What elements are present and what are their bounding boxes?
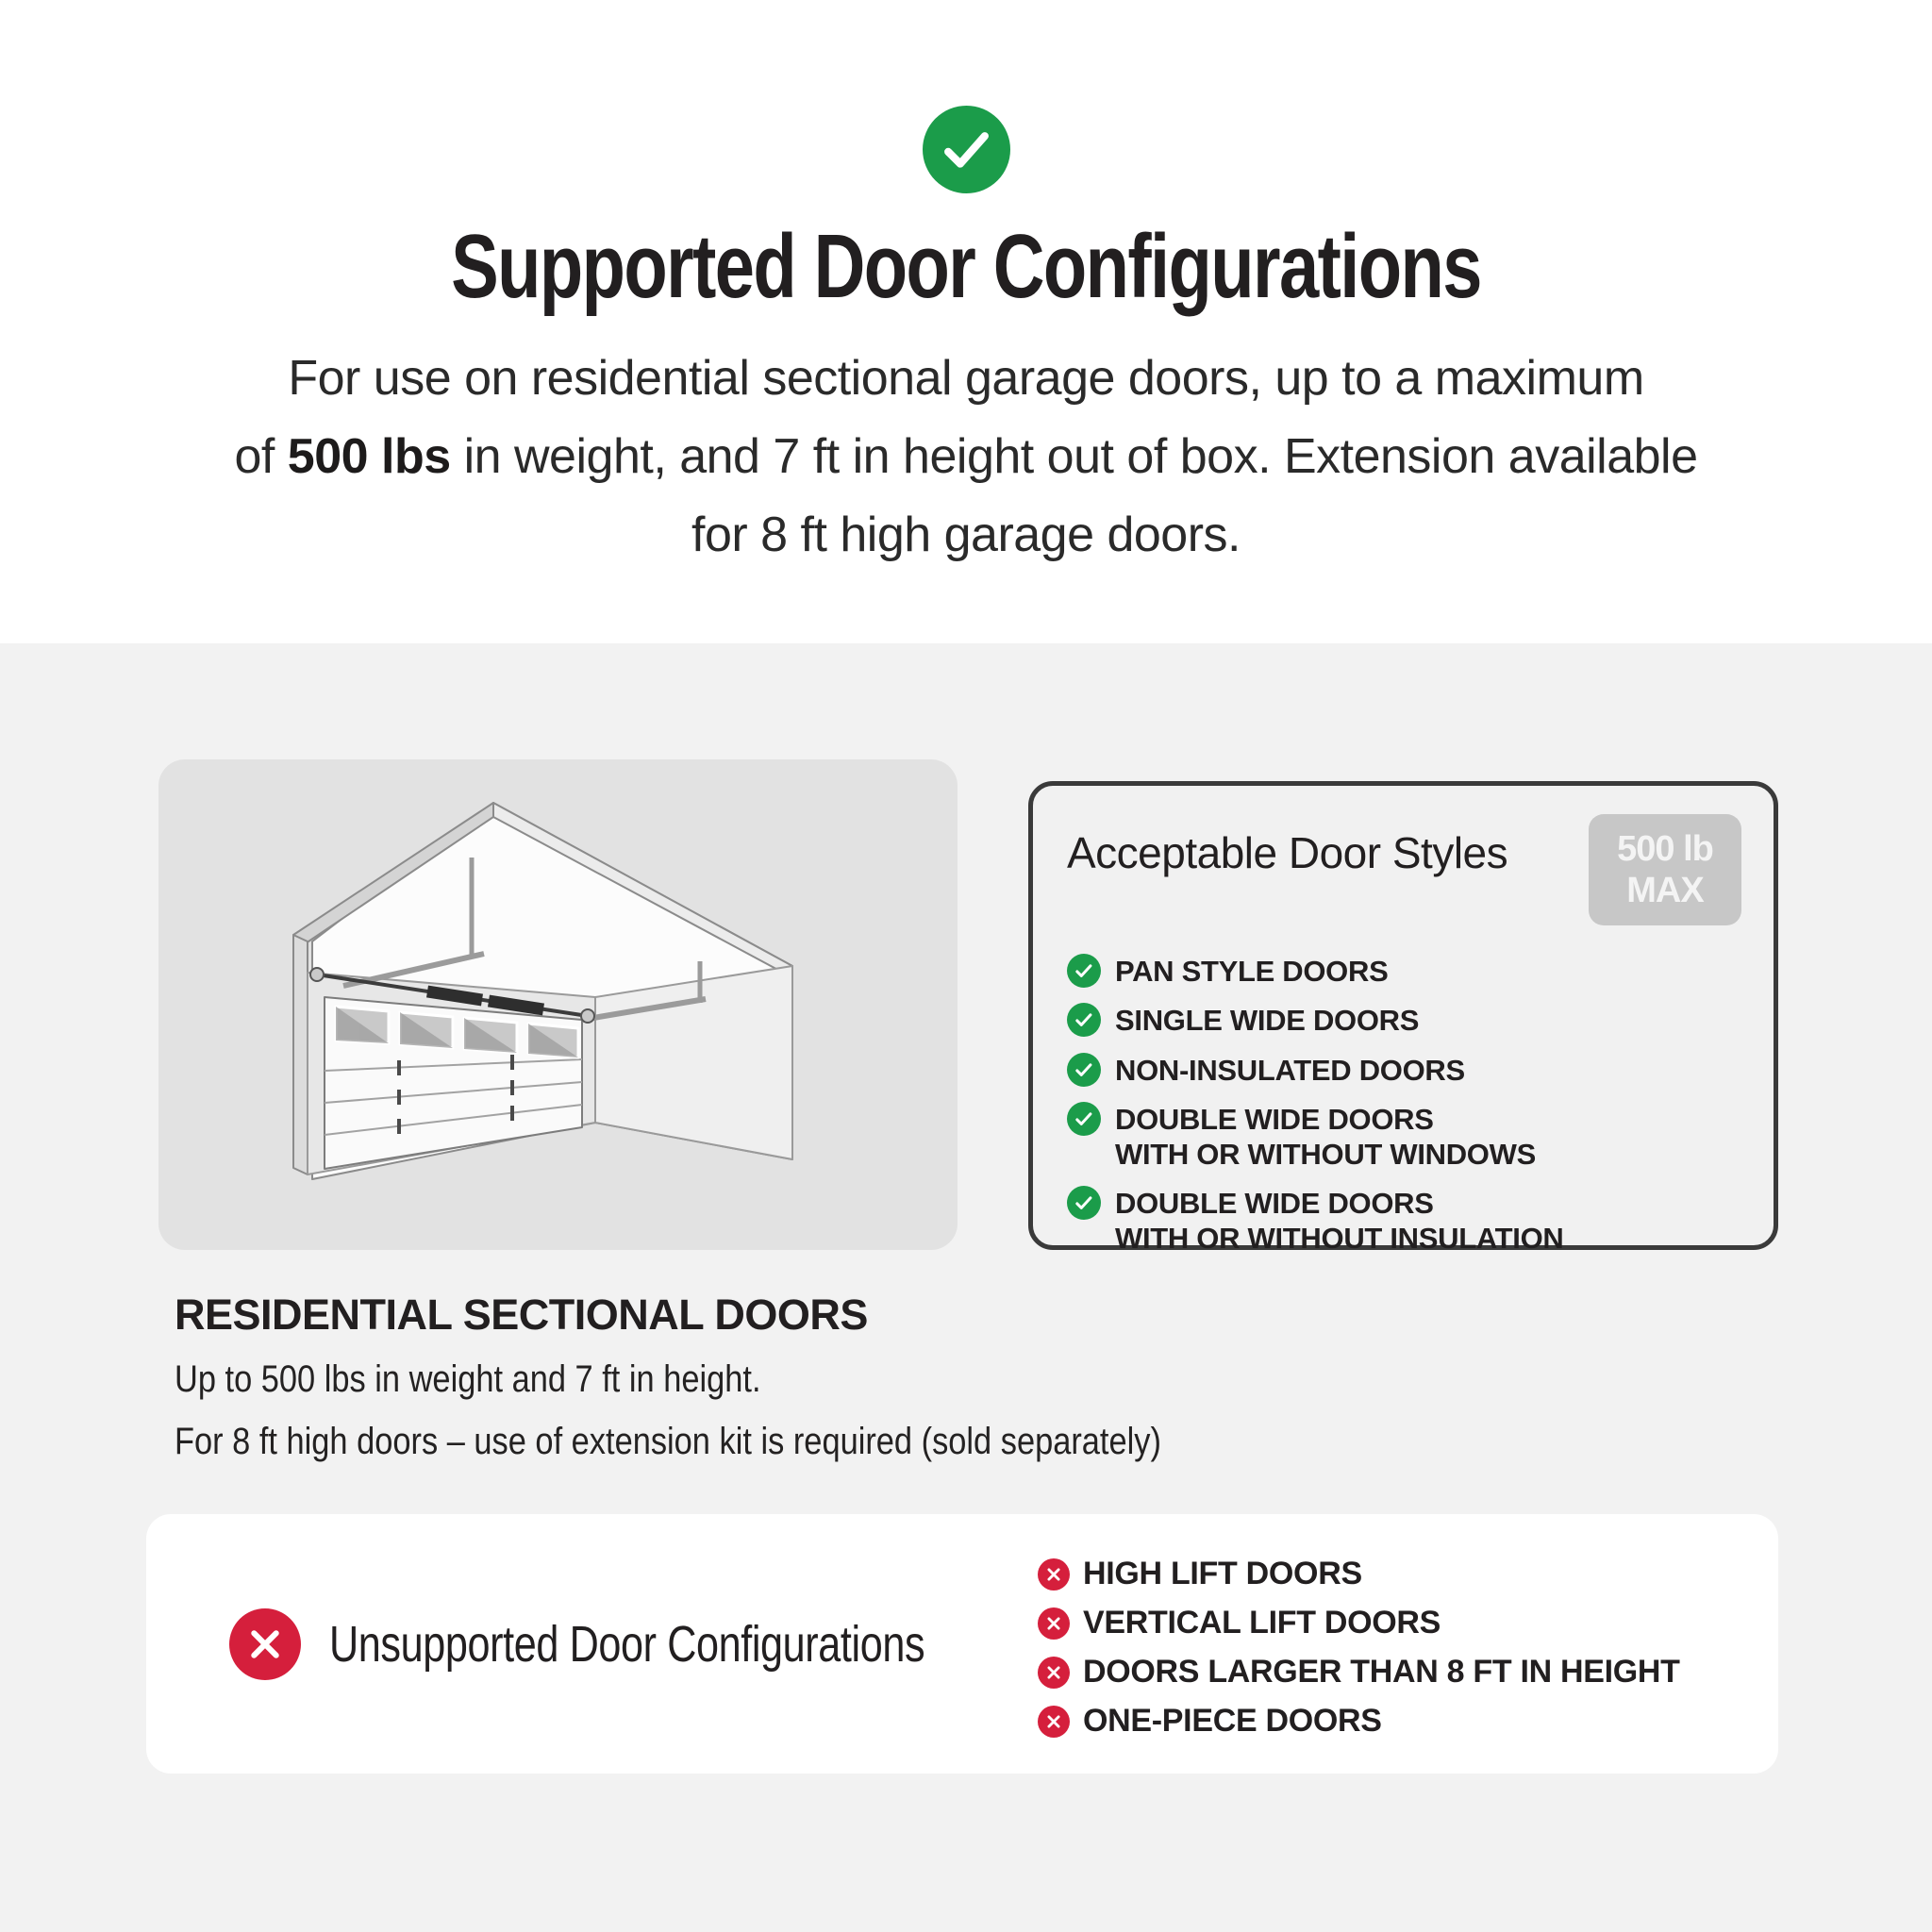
unsupported-items-list	[1038, 1556, 1680, 1740]
check-circle-icon	[1067, 954, 1101, 988]
unsupported-configurations-card	[146, 1514, 1778, 1774]
list-item	[1067, 1053, 1741, 1088]
subtitle-line1: For use on residential sectional garage doors, up to a maximum	[288, 351, 1644, 406]
unsupported-header	[229, 1514, 1074, 1774]
list-item	[1038, 1605, 1680, 1641]
check-circle-icon	[1067, 1102, 1101, 1136]
residential-line1: Up to 500 lbs in weight and 7 ft in height.	[175, 1358, 761, 1400]
check-circle-icon	[1067, 1003, 1101, 1037]
check-circle-icon	[1067, 1186, 1101, 1220]
item-label: HIGH LIFT DOORS	[1083, 1556, 1362, 1591]
acceptable-title: Acceptable Door Styles	[1067, 828, 1508, 877]
weight-max-badge	[1589, 814, 1741, 925]
acceptable-door-styles-box	[1028, 781, 1778, 1256]
list-item	[1038, 1703, 1680, 1740]
subtitle-line3: for 8 ft high garage doors.	[691, 508, 1241, 563]
residential-section-title: RESIDENTIAL SECTIONAL DOORS	[175, 1291, 868, 1339]
check-circle-icon	[923, 106, 1010, 193]
item-label: PAN STYLE DOORS	[1115, 955, 1389, 989]
item-label: DOUBLE WIDE DOORS WITH OR WITHOUT INSULATION	[1115, 1187, 1564, 1256]
item-label: ONE-PIECE DOORS	[1083, 1703, 1382, 1739]
item-label: DOORS LARGER THAN 8 FT IN HEIGHT	[1083, 1654, 1680, 1690]
badge-weight: 500 lb	[1617, 829, 1713, 869]
garage-interior-illustration	[158, 759, 958, 1250]
residential-line2: For 8 ft high doors – use of extension kit is required (sold separately)	[175, 1421, 1161, 1462]
list-item	[1038, 1654, 1680, 1690]
page-subtitle	[0, 340, 1932, 575]
item-label: DOUBLE WIDE DOORS WITH OR WITHOUT WINDOWS	[1115, 1102, 1536, 1171]
list-item	[1067, 1003, 1741, 1038]
badge-max: MAX	[1626, 871, 1704, 911]
page-title: Supported Door Configurations	[451, 216, 1481, 317]
list-item	[1038, 1556, 1680, 1592]
x-circle-icon	[229, 1608, 301, 1680]
x-circle-icon	[1038, 1607, 1070, 1640]
list-item	[1067, 1102, 1741, 1172]
unsupported-title: Unsupported Door Configurations	[329, 1615, 925, 1673]
subtitle-line2-pre: of	[234, 429, 288, 485]
item-label: NON-INSULATED DOORS	[1115, 1053, 1465, 1087]
subtitle-weight-bold: 500 lbs	[287, 429, 451, 485]
garage-line-drawing	[158, 759, 958, 1250]
item-label: SINGLE WIDE DOORS	[1115, 1004, 1420, 1038]
subtitle-line2-post: in weight, and 7 ft in height out of box. Extension available	[450, 429, 1698, 485]
acceptable-box-header	[1067, 814, 1741, 925]
x-circle-icon	[1038, 1657, 1070, 1689]
list-item	[1067, 1186, 1741, 1256]
check-circle-icon	[1067, 1053, 1101, 1087]
x-circle-icon	[1038, 1706, 1070, 1738]
acceptable-items-list	[1067, 954, 1741, 1256]
item-label: VERTICAL LIFT DOORS	[1083, 1605, 1441, 1641]
list-item	[1067, 954, 1741, 989]
x-circle-icon	[1038, 1558, 1070, 1591]
